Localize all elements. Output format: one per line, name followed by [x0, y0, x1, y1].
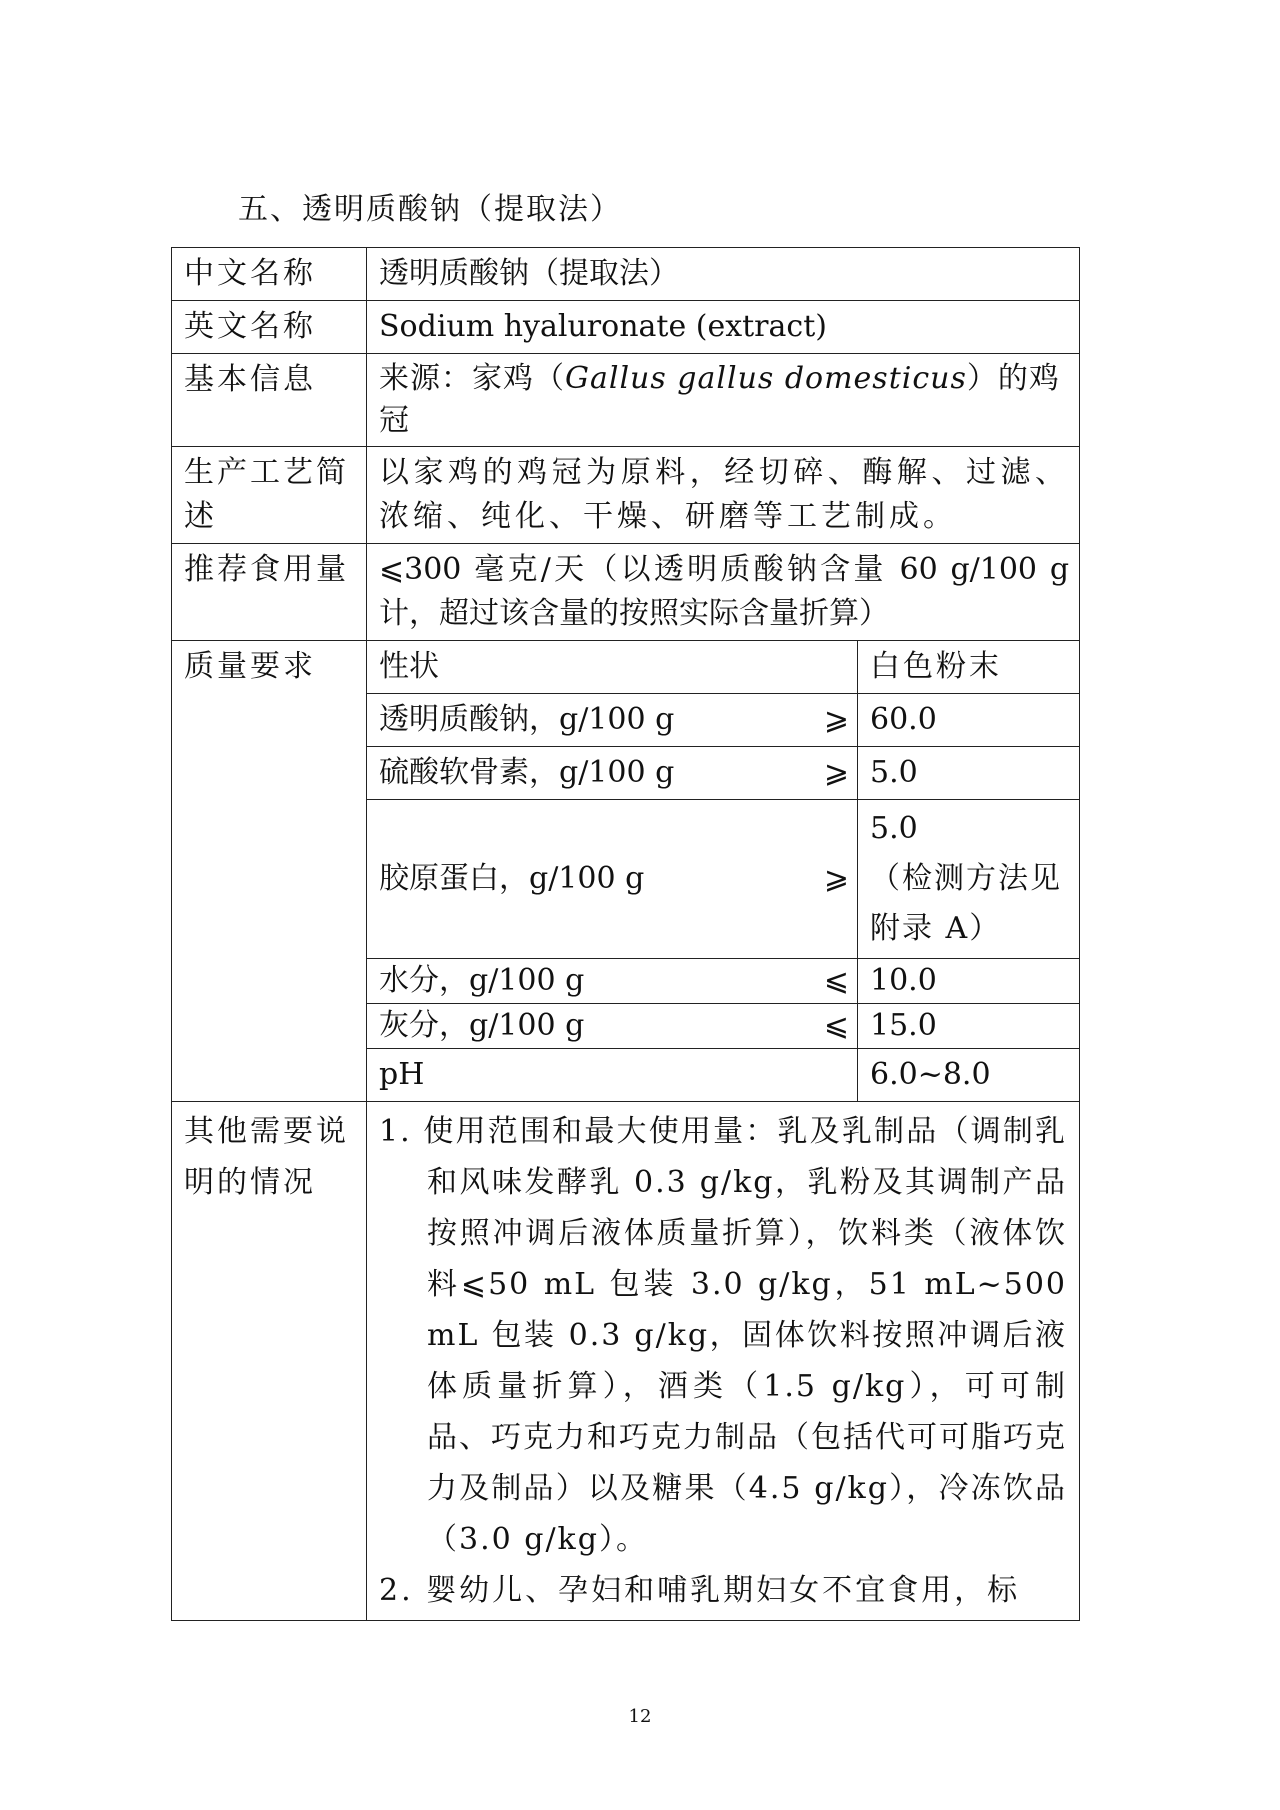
quality-item-value: 5.0 [870, 811, 918, 846]
value-en-name: Sodium hyaluronate (extract) [367, 301, 1080, 354]
page-number: 12 [628, 1706, 652, 1727]
quality-item-name: 性状 [367, 641, 858, 694]
note-item: 1. 使用范围和最大使用量：乳及乳制品（调制乳和风味发酵乳 0.3 g/kg，乳粉及其调制产品按照冲调后液体质量折算），饮料类（液体饮料⩽50 mL 包装 3.0 g/kg，51 mL~500 mL 包装 0.3 g/kg，固体饮料按照冲调后液体质量折算），酒类（1.5 g/kg），可可制品、巧克力和巧克力制品（包括代可可脂巧克力及制品）以及糖果（4.5 g/kg），冷冻饮品（3.0 g/kg）。 [379, 1114, 1068, 1557]
quality-item-name: 胶原蛋白，g/100 g [367, 800, 797, 959]
quality-item-name: pH [367, 1049, 858, 1102]
label-other: 其他需要说明的情况 [172, 1102, 367, 1621]
ge-symbol: ⩾ [797, 694, 858, 747]
quality-item-value: 6.0~8.0 [858, 1049, 1080, 1102]
quality-row [172, 641, 1080, 694]
note-item: 2. 婴幼儿、孕妇和哺乳期妇女不宜食用，标 [379, 1573, 1021, 1608]
section-title: 五、透明质酸钠（提取法） [238, 192, 622, 227]
quality-item-value-with-note [858, 800, 1080, 959]
quality-item-name: 硫酸软骨素，g/100 g [367, 747, 797, 800]
source-suffix: ）的鸡冠 [379, 361, 1060, 438]
value-basic-info [367, 354, 1080, 447]
row-process [172, 447, 1080, 544]
label-en-name: 英文名称 [172, 301, 367, 354]
label-cn-name: 中文名称 [172, 248, 367, 301]
row-basic-info [172, 354, 1080, 447]
value-dosage: ⩽300 毫克/天（以透明质酸钠含量 60 g/100 g 计，超过该含量的按照实际含量折算） [367, 544, 1080, 641]
le-symbol: ⩽ [797, 959, 858, 1004]
row-en-name [172, 301, 1080, 354]
test-method-note: （检测方法见附录 A） [870, 861, 1062, 946]
value-process: 以家鸡的鸡冠为原料，经切碎、酶解、过滤、浓缩、纯化、干燥、研磨等工艺制成。 [367, 447, 1080, 544]
specification-table [171, 247, 1080, 1621]
row-dosage [172, 544, 1080, 641]
quality-item-value: 10.0 [858, 959, 1080, 1004]
species-name: Gallus gallus domesticus [565, 361, 967, 396]
ge-symbol: ⩾ [797, 800, 858, 959]
quality-item-name: 灰分，g/100 g [367, 1004, 797, 1049]
quality-item-name: 水分，g/100 g [367, 959, 797, 1004]
quality-item-value: 15.0 [858, 1004, 1080, 1049]
label-dosage: 推荐食用量 [172, 544, 367, 641]
row-cn-name [172, 248, 1080, 301]
ge-symbol: ⩾ [797, 747, 858, 800]
quality-item-value: 白色粉末 [858, 641, 1080, 694]
label-quality: 质量要求 [172, 641, 367, 1102]
quality-item-value: 5.0 [858, 747, 1080, 800]
value-other [367, 1102, 1080, 1621]
label-basic-info: 基本信息 [172, 354, 367, 447]
source-prefix: 来源：家鸡（ [379, 361, 565, 396]
value-cn-name: 透明质酸钠（提取法） [367, 248, 1080, 301]
quality-item-value: 60.0 [858, 694, 1080, 747]
label-process: 生产工艺简述 [172, 447, 367, 544]
le-symbol: ⩽ [797, 1004, 858, 1049]
quality-item-name: 透明质酸钠，g/100 g [367, 694, 797, 747]
row-other [172, 1102, 1080, 1621]
